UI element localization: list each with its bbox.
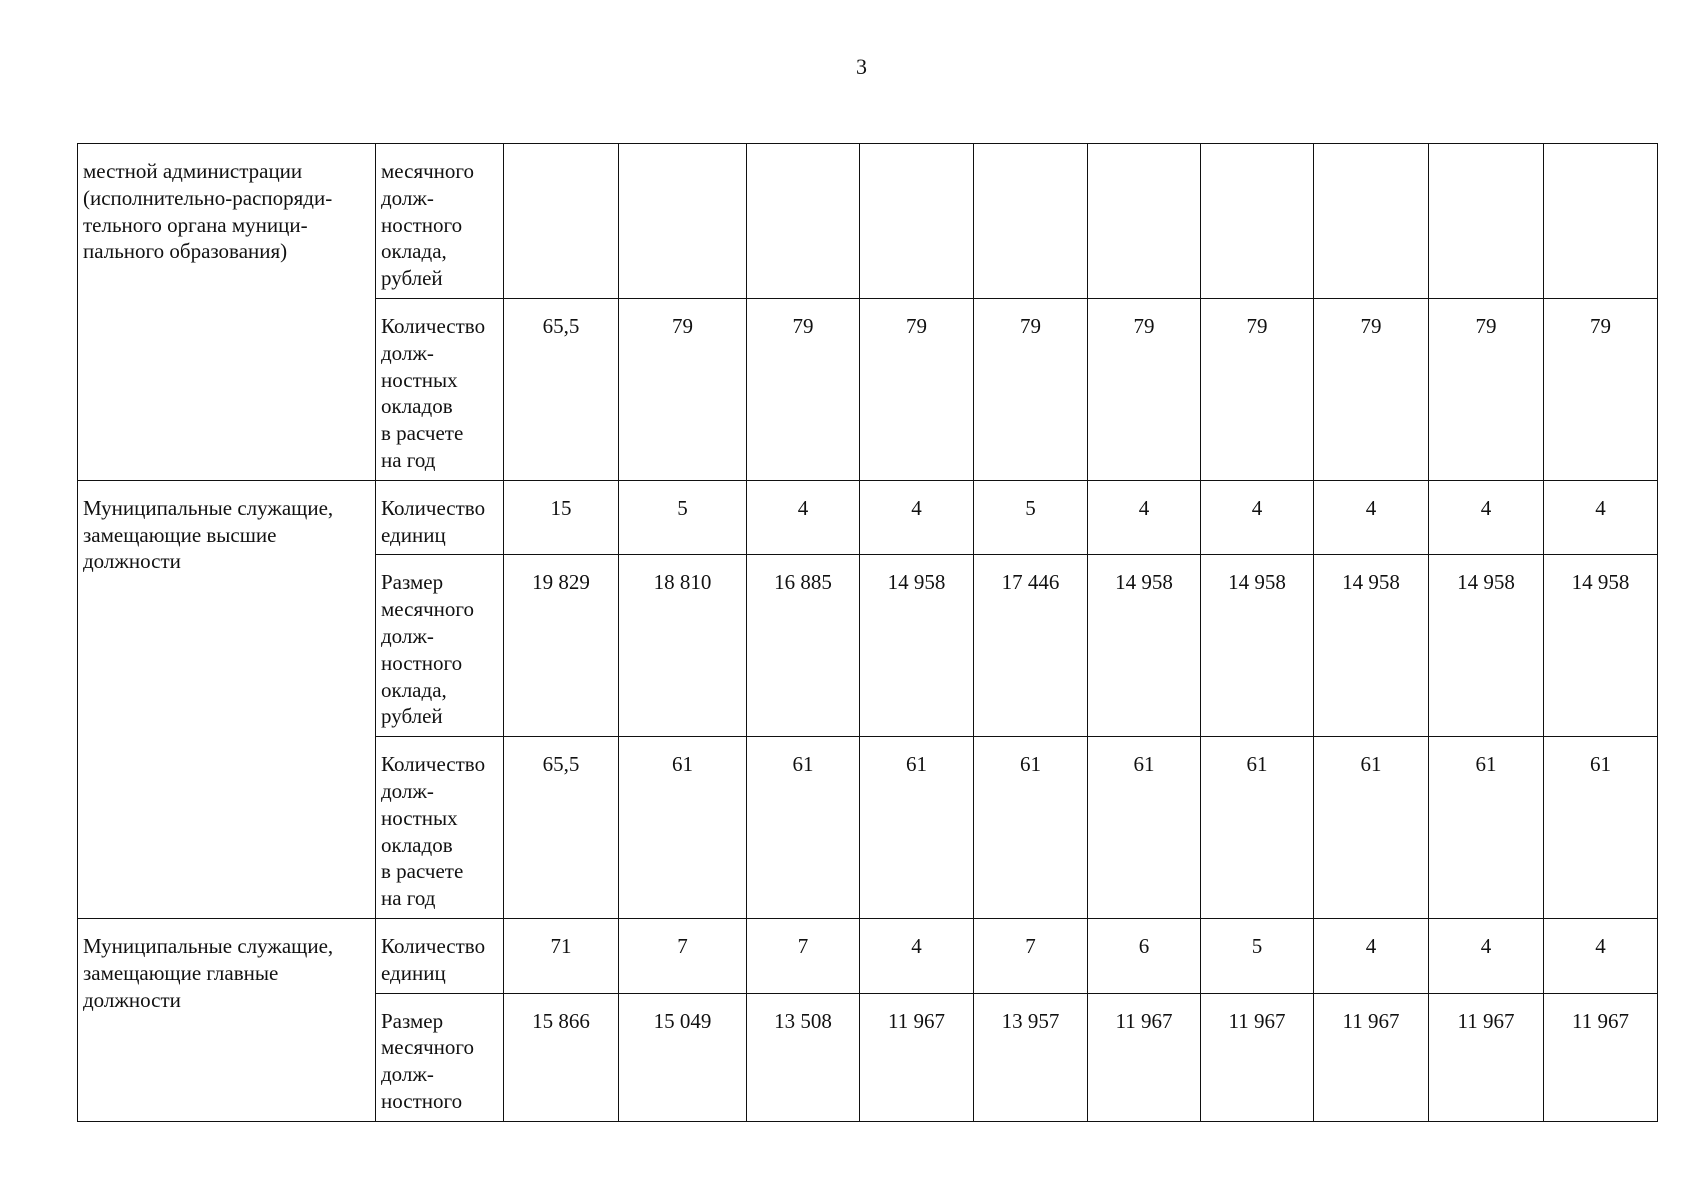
indicator-label-line: Размер [381,1008,444,1033]
value-cell [747,144,860,299]
indicator-label-line: оклада, [381,677,447,702]
value-cell: 7 [619,918,747,993]
value-cell [1544,144,1658,299]
value-cell: 79 [1088,298,1201,480]
indicator-label-line: месячного [381,597,475,622]
value-cell: 61 [974,737,1088,919]
indicator-label-line: ностного [381,1088,463,1113]
value-cell: 4 [1544,918,1658,993]
indicator-label-line: ностного [381,650,463,675]
value-cell: 61 [1088,737,1201,919]
indicator-label-line: долж- [381,340,434,365]
indicator-label-line: долж- [381,623,434,648]
value-cell: 17 446 [974,555,1088,737]
indicator-label-line: Количество [381,933,486,958]
value-cell: 79 [1429,298,1544,480]
table-row [78,918,1658,993]
value-cell: 61 [860,737,974,919]
indicator-label-line: в расчете [381,859,464,884]
value-cell: 11 967 [1201,993,1314,1121]
value-cell: 61 [1201,737,1314,919]
page-number: 3 [856,54,867,79]
indicator-label-line: долж- [381,1062,434,1087]
value-cell: 4 [1314,480,1429,555]
value-cell: 61 [747,737,860,919]
value-cell: 4 [1201,480,1314,555]
value-cell: 79 [974,298,1088,480]
value-cell: 79 [747,298,860,480]
value-cell: 61 [619,737,747,919]
indicator-label-line: единиц [381,960,446,985]
indicator-label-line: месячного [381,159,475,183]
indicator-label-line: долж- [381,185,434,210]
value-cell [974,144,1088,299]
value-cell: 5 [1201,918,1314,993]
indicator-label-line: в расчете [381,421,464,446]
value-cell: 13 508 [747,993,860,1121]
value-cell: 7 [974,918,1088,993]
value-cell [1088,144,1201,299]
indicator-label-line: Количество [381,752,486,777]
indicator-label-line: ностного [381,212,463,237]
value-cell: 6 [1088,918,1201,993]
value-cell: 4 [860,480,974,555]
value-cell: 19 829 [504,555,619,737]
group-label-line: должности [83,987,181,1012]
row-indicator-label [376,480,504,555]
value-cell: 14 958 [1429,555,1544,737]
value-cell: 15 [504,480,619,555]
value-cell [1201,144,1314,299]
row-indicator-label [376,737,504,919]
indicator-label-line: Количество [381,495,486,520]
indicator-label-line: окладов [381,394,453,419]
indicator-label-line: Количество [381,313,486,338]
indicator-label-line: рублей [381,266,443,291]
value-cell [1429,144,1544,299]
group-label-line: Муниципальные служащие, [83,495,334,520]
row-indicator-label [376,144,504,299]
indicator-label-line: единиц [381,522,446,547]
value-cell: 15 866 [504,993,619,1121]
value-cell: 7 [747,918,860,993]
value-cell: 11 967 [1088,993,1201,1121]
value-cell: 11 967 [860,993,974,1121]
indicator-label-line: ностных [381,805,458,830]
value-cell: 14 958 [1314,555,1429,737]
value-cell: 65,5 [504,298,619,480]
row-indicator-label [376,298,504,480]
value-cell: 61 [1429,737,1544,919]
value-cell: 4 [1544,480,1658,555]
group-label-line: замещающие главные [83,960,279,985]
row-group-label [78,144,376,481]
value-cell: 14 958 [1544,555,1658,737]
row-indicator-label [376,918,504,993]
indicator-label-line: на год [381,886,436,911]
indicator-label-line: месячного [381,1035,475,1060]
value-cell: 11 967 [1429,993,1544,1121]
value-cell: 61 [1314,737,1429,919]
indicator-label-line: оклада, [381,239,447,264]
row-indicator-label [376,555,504,737]
table-row [78,480,1658,555]
indicator-label-line: Размер [381,570,444,595]
row-indicator-label [376,993,504,1121]
salary-table [77,143,1658,1122]
row-group-label [78,480,376,918]
value-cell: 4 [1429,480,1544,555]
value-cell: 79 [860,298,974,480]
value-cell [504,144,619,299]
value-cell: 4 [747,480,860,555]
value-cell: 65,5 [504,737,619,919]
group-label-line: Муниципальные служащие, [83,933,334,958]
value-cell: 14 958 [1088,555,1201,737]
group-label-line: (исполнительно-распоряди- [83,185,333,210]
value-cell [860,144,974,299]
value-cell: 14 958 [1201,555,1314,737]
value-cell: 4 [1314,918,1429,993]
value-cell: 4 [1088,480,1201,555]
indicator-label-line: долж- [381,778,434,803]
value-cell: 5 [974,480,1088,555]
group-label-line: пального образования) [83,239,288,264]
group-label-line: замещающие высшие [83,522,277,547]
indicator-label-line: рублей [381,704,443,729]
value-cell: 18 810 [619,555,747,737]
value-cell: 16 885 [747,555,860,737]
row-group-label [78,918,376,1121]
value-cell: 79 [1544,298,1658,480]
indicator-label-line: ностных [381,367,458,392]
value-cell: 13 957 [974,993,1088,1121]
value-cell: 71 [504,918,619,993]
value-cell: 11 967 [1314,993,1429,1121]
value-cell: 15 049 [619,993,747,1121]
value-cell: 11 967 [1544,993,1658,1121]
value-cell: 5 [619,480,747,555]
value-cell: 79 [1201,298,1314,480]
value-cell: 4 [860,918,974,993]
indicator-label-line: окладов [381,832,453,857]
table-row [78,144,1658,299]
group-label-line: тельного органа муници- [83,212,308,237]
value-cell: 4 [1429,918,1544,993]
value-cell: 14 958 [860,555,974,737]
value-cell [619,144,747,299]
indicator-label-line: на год [381,447,436,472]
value-cell: 79 [619,298,747,480]
group-label-line: местной администрации [83,159,303,183]
value-cell: 61 [1544,737,1658,919]
value-cell [1314,144,1429,299]
group-label-line: должности [83,549,181,574]
value-cell: 79 [1314,298,1429,480]
